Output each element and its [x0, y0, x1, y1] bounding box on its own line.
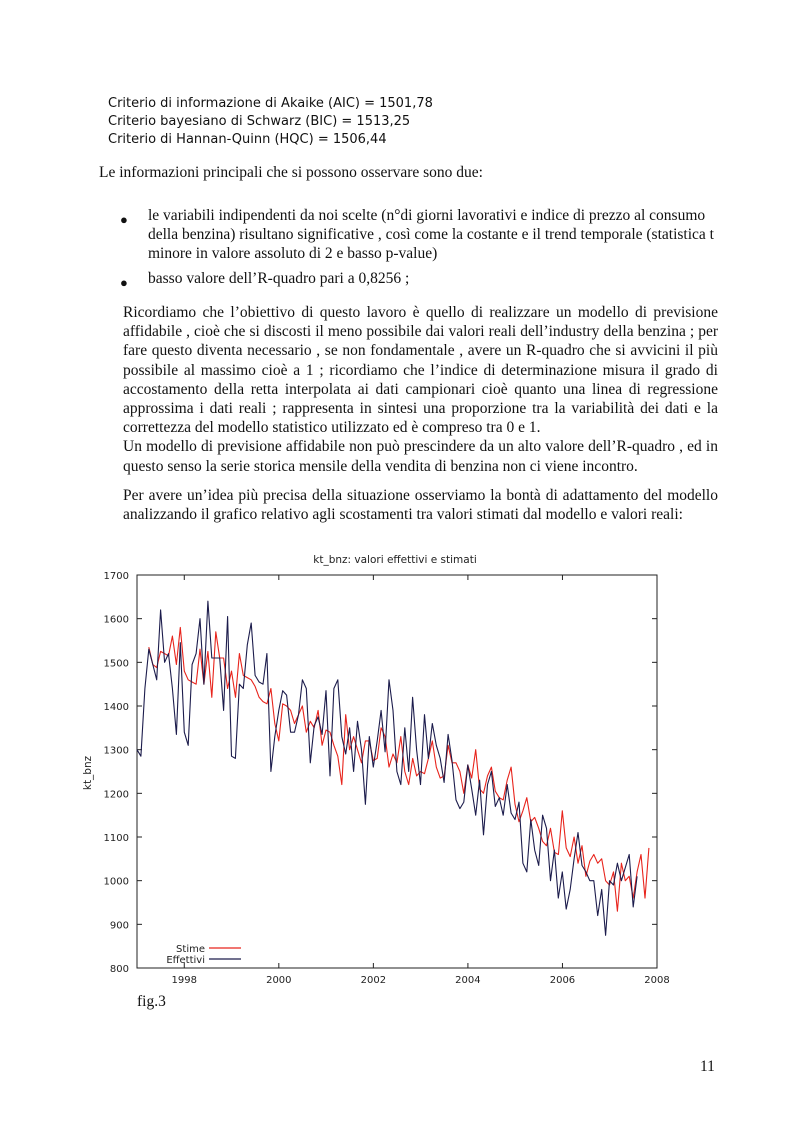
- x-tick-label: 2002: [360, 975, 387, 986]
- bullet-item: [120, 206, 720, 263]
- x-tick-label: 2004: [455, 975, 481, 986]
- bullet-item: [120, 269, 720, 288]
- paragraph-model: Un modello di previsione affidabile non può prescindere da un alto valore dell’R-quadro , ed in questo senso la serie storica mensile della vendita di benzina non ci viene incontro.: [123, 438, 718, 475]
- y-tick-label: 1300: [103, 745, 129, 757]
- y-tick-label: 1500: [103, 658, 129, 670]
- axis-ticks: [104, 571, 670, 986]
- series-lines: [137, 601, 649, 935]
- criterion-aic: Criterio di informazione di Akaike (AIC) = 1501,78: [108, 96, 433, 111]
- criterion-bic: Criterio bayesiano di Schwarz (BIC) = 1513,25: [108, 114, 411, 129]
- y-tick-label: 1200: [103, 789, 129, 801]
- y-tick-label: 1400: [103, 702, 129, 713]
- paragraph-objective: Ricordiamo che l’obiettivo di questo lavoro è quello di realizzare un modello di previsione affidabile , cioè che si discosti il meno possibile dai valori reali dell’industry della benzina ; per fare questo diventa necessario , se non fondamentale , avere un R-quadro che si avvicini il più possibile al massimo cioè a 1 ; ricordiamo che l’indice di determinazione misura il grado di accostamento della retta interpolata ai dati campionari cioè quanto una linea di regressione approssima i dati reali ; rappresenta in sintesi una proporzione tra la variabilità dei dati e la correttezza del modello statistico utilizzato ed è compreso tra 0 e 1.: [123, 304, 718, 437]
- legend: [166, 944, 241, 966]
- x-tick-label: 2000: [266, 975, 292, 986]
- bullet-dot-icon: ●: [120, 212, 128, 227]
- y-tick-label: 800: [109, 964, 129, 975]
- fitted-vs-actual-chart: [75, 548, 675, 988]
- intro-sentence: Le informazioni principali che si possono osservare sono due:: [99, 164, 483, 181]
- criterion-hqc: Criterio di Hannan-Quinn (HQC) = 1506,44: [108, 132, 387, 147]
- body-paragraph: [123, 303, 718, 476]
- y-tick-label: 900: [109, 920, 129, 932]
- figure-caption: fig.3: [137, 993, 166, 1010]
- series-line-stime: [149, 627, 649, 911]
- page-number: 11: [700, 1058, 715, 1075]
- bullet-dot-icon: ●: [120, 275, 128, 290]
- legend-label-effettivi: Effettivi: [166, 955, 205, 966]
- y-tick-label: 1700: [103, 571, 129, 582]
- x-tick-label: 2008: [644, 975, 670, 986]
- bullet-text: basso valore dell’R-quadro pari a 0,8256 ;: [148, 270, 410, 287]
- legend-label-stime: Stime: [176, 944, 205, 955]
- y-tick-label: 1100: [103, 833, 129, 844]
- bullet-list: [120, 206, 720, 294]
- bullet-text: le variabili indipendenti da noi scelte (n°di giorni lavorativi e indice di prezzo al consumo della benzina) risultano significative , così come la costante e il trend temporale (statistica t minore in valore assoluto di 2 e basso p-value): [148, 207, 714, 262]
- paragraph-analysis: Per avere un’idea più precisa della situazione osserviamo la bontà di adattamento del modello analizzando il grafico relativo agli scostamenti tra valori stimati dal modello e valori reali:: [123, 487, 718, 524]
- y-axis-label: kt_bnz: [82, 755, 94, 791]
- y-tick-label: 1000: [103, 876, 129, 888]
- series-line-effettivi: [137, 601, 637, 935]
- y-tick-label: 1600: [103, 614, 129, 626]
- x-tick-label: 1998: [171, 975, 197, 986]
- x-tick-label: 2006: [549, 975, 576, 986]
- chart-title: kt_bnz: valori effettivi e stimati: [313, 554, 477, 566]
